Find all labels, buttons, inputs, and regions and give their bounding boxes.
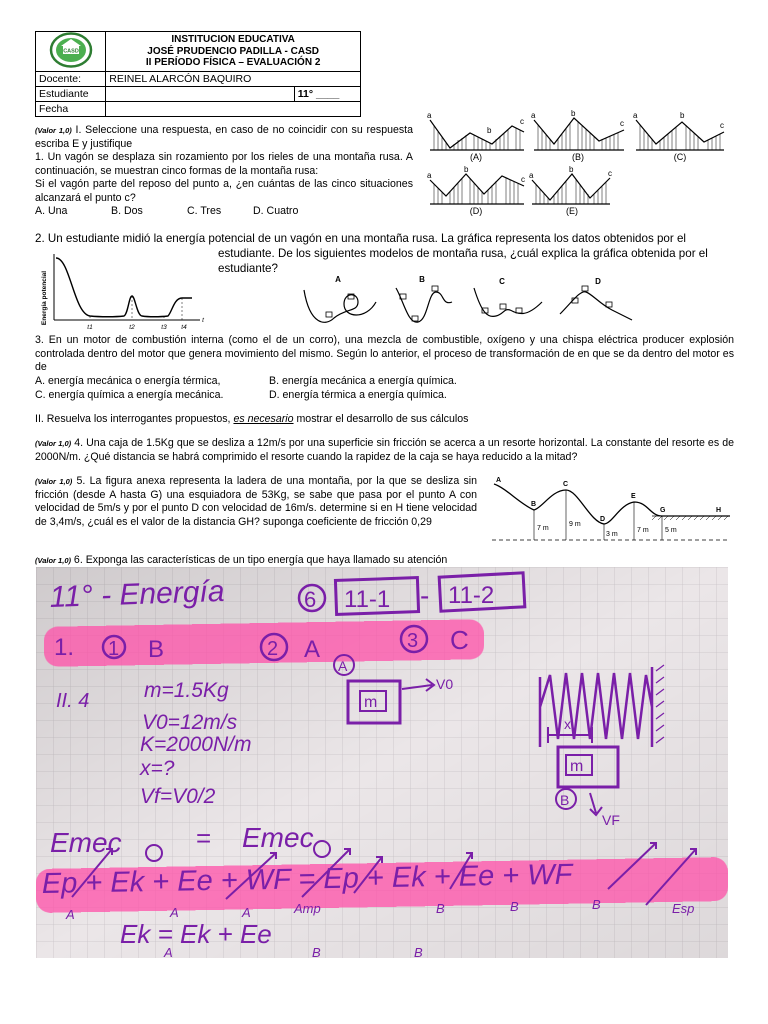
q4-text	[35, 437, 734, 464]
figure-d-caption: (D)	[469, 206, 483, 216]
point-a-label: a	[427, 111, 432, 120]
model-b-label: B	[419, 275, 425, 284]
hw-ek-sub-3: B	[414, 945, 423, 958]
coaster-c	[636, 120, 724, 150]
q5-point-d: D	[600, 516, 606, 523]
hw-energy-equation: Ep + Ek + Ee + WF = Ep + Ek + Ee + WF	[41, 858, 573, 900]
q1-option-c[interactable]: C. Tres	[187, 205, 222, 217]
hw-box-label-a: m	[364, 694, 378, 711]
grade-field[interactable]: 11° ____	[294, 87, 360, 102]
q5-statement: 5. La figura anexa representa la ladera de una montaña, por la que se desliza sin fricción (desde A hasta G) una esquiadora de 53Kg, se sabe que pasa por el punto A con velocidad de 5m/s y por el punto D con velocidad de 16m/s. determine si en H tiene velocidad de 3,4m/s, ¿cuál es el valor de la distancia GH? suponga coeficiente de fricción 0,29	[35, 475, 477, 528]
q3-text: 3. En un motor de combustión interna (como el de un corro), una mezcla de combustible, oxígeno y una chispa eléctrica producer explosión controlada dentro del motor que genera movimiento del mismo. Según lo anterior, el proceso de transformación de en que se da dentro del motor es de	[35, 334, 734, 374]
q2-graph-ylabel: Energía potencial	[41, 270, 48, 326]
hw-ek-equation: Ek = Ek + Ee	[120, 919, 272, 949]
q2-text-a: 2. Un estudiante midió la energía potencial de un vagón en una montaña rusa. La gráfica representa los datos obtenidos por el	[35, 232, 686, 245]
svg-text:-: -	[420, 580, 430, 611]
hw-given-mass: m=1.5Kg	[144, 679, 229, 702]
q5-valor: (Valor 1,0)	[35, 477, 73, 486]
model-d	[560, 286, 632, 320]
q5-point-c: C	[563, 481, 569, 488]
fecha-field[interactable]	[106, 102, 361, 117]
q3-options-row2	[35, 389, 734, 403]
point-a-label: a	[427, 171, 432, 180]
model-c	[474, 288, 542, 316]
docente-value: REINEL ALARCÓN BAQUIRO	[106, 72, 361, 87]
q2-energy-graph	[36, 250, 216, 334]
q5-mountain-figure	[486, 474, 736, 544]
school-logo-icon	[49, 32, 93, 68]
q3-options-row1	[35, 375, 734, 389]
hw-given-v0: V0=12m/s	[142, 711, 238, 734]
q2-tick-t1: t1	[87, 324, 93, 331]
q1-option-b[interactable]: B. Dos	[111, 205, 143, 217]
hw-ans-2: A	[304, 636, 321, 663]
notebook-sheet	[36, 567, 728, 958]
hw-ans-1: B	[148, 636, 165, 663]
estudiante-label: Estudiante	[36, 87, 106, 102]
docente-label: Docente:	[36, 72, 106, 87]
q4-statement: 4. Una caja de 1.5Kg que se desliza a 12m/s por una superficie sin fricción se acerca a un resorte horizontal. La constante del resorte es de 2000N/m. ¿Qué distancia se habrá comprimido el resorte cuando la rapidez de la caja se haya reducido a la mitad?	[35, 437, 734, 463]
q2-coaster-models	[296, 272, 636, 332]
q5-point-b: B	[531, 501, 537, 508]
hw-given-vf: Vf=V0/2	[140, 785, 216, 808]
hw-sub-4: Amp	[294, 901, 321, 916]
hw-point-a-top: A	[338, 658, 348, 674]
figure-b-caption: (B)	[572, 152, 584, 162]
point-b-label: b	[464, 165, 469, 174]
q2-graph-xlabel: t	[202, 317, 204, 324]
coaster-e	[532, 174, 610, 204]
q2-tick-t2: t2	[129, 324, 135, 331]
hw-ek-sub-2: B	[312, 945, 321, 958]
model-b	[396, 286, 452, 322]
q1-options	[35, 205, 413, 219]
point-c-label: c	[608, 169, 612, 178]
q1-coaster-figures	[424, 108, 744, 220]
hw-title: 11° - Energía	[49, 574, 226, 614]
point-b-label: b	[571, 109, 576, 118]
q1-option-a[interactable]: A. Una	[35, 205, 68, 217]
hw-given-x: x=?	[140, 757, 175, 780]
hw-x-label: x	[564, 716, 571, 732]
point-b-label: b	[487, 126, 492, 135]
q4-valor: (Valor 1,0)	[35, 439, 72, 448]
q1-question: Si el vagón parte del reposo del punto a, ¿en cuántas de las cinco situaciones alcanzará el punto c?	[35, 178, 413, 204]
svg-text:=: =	[196, 823, 212, 853]
fecha-label: Fecha	[36, 102, 106, 117]
q5-point-e: E	[631, 493, 636, 500]
coaster-b	[534, 118, 624, 150]
q5-height-e: 7 m	[637, 527, 649, 534]
point-a-label: a	[531, 111, 536, 120]
hw-sub-7: B	[592, 897, 601, 912]
section2-text-b: mostrar el desarrollo de sus cálculos	[293, 413, 469, 425]
hw-group-2: 11-2	[448, 582, 495, 609]
point-c-label: c	[520, 117, 524, 126]
figure-c-caption: (C)	[673, 152, 687, 162]
institution-block	[106, 32, 361, 72]
q5-point-g: G	[660, 507, 666, 514]
hw-given-k: K=2000N/m	[140, 733, 252, 756]
header-table	[35, 31, 361, 117]
point-c-label: c	[620, 119, 624, 128]
section2-instruction	[35, 413, 734, 427]
q3-option-c[interactable]: C. energía química a energía mecánica.	[35, 389, 224, 401]
valor-label: (Valor 1,0)	[35, 126, 72, 135]
hw-emec-right: Emec	[242, 822, 314, 853]
point-c-label: c	[521, 175, 525, 184]
period-title: II PERÍODO FÍSICA – EVALUACIÓN 2	[145, 57, 321, 69]
q1-option-d[interactable]: D. Cuatro	[253, 205, 299, 217]
q1-text: 1. Un vagón se desplaza sin rozamiento por los rieles de una montaña rusa. A continuación, se muestran cinco formas de la montaña rusa:	[35, 151, 413, 177]
point-c-label: c	[720, 121, 724, 130]
hw-ek-sub-1: A	[164, 945, 173, 958]
hw-box-label-b: m	[570, 758, 584, 775]
hw-q4-label: II. 4	[56, 690, 90, 712]
hw-ans-1-num: 1	[108, 638, 120, 660]
figure-e-caption: (E)	[566, 206, 578, 216]
hw-circle-number: 6	[304, 587, 317, 612]
section2-text-a: II. Resuelva los interrogantes propuestos,	[35, 413, 234, 425]
q5-point-h: H	[716, 507, 722, 514]
q2-text-b: estudiante. De los siguientes modelos de montaña rusa, ¿cuál explica la gráfica obtenida por el estudiante?	[218, 247, 708, 275]
point-b-label: b	[680, 111, 685, 120]
hw-point-b: B	[560, 792, 570, 808]
section1-intro	[35, 124, 413, 151]
hw-group-1: 11-1	[344, 586, 391, 613]
estudiante-field[interactable]	[106, 87, 294, 102]
q3-option-d[interactable]: D. energía térmica a energía química.	[269, 389, 447, 401]
section2-emphasis: es necesario	[233, 413, 294, 425]
hw-sub-8: Esp	[672, 901, 695, 916]
figure-a-caption: (A)	[470, 152, 482, 162]
handwritten-answer-photo	[36, 567, 728, 958]
school-name: JOSÉ PRUDENCIO PADILLA - CASD	[147, 45, 319, 57]
hw-sub-3: A	[242, 905, 251, 920]
q2-tick-t4: t4	[181, 324, 187, 331]
q2-tick-t3: t3	[161, 324, 167, 331]
point-a-label: a	[529, 171, 534, 180]
hw-sub-1: A	[66, 907, 75, 922]
hw-sub-2: A	[170, 905, 179, 920]
hw-q1-num: 1.	[54, 634, 75, 661]
model-a	[304, 290, 376, 322]
logo-cell	[36, 32, 106, 72]
hw-sub-5: B	[436, 901, 445, 916]
q5-height-d: 3 m	[606, 531, 618, 538]
logo-text: CASD	[62, 48, 79, 55]
hw-emec-left: Emec	[50, 827, 122, 858]
model-a-label: A	[335, 275, 341, 284]
q5-height-g: 5 m	[665, 527, 677, 534]
point-b-label: b	[569, 165, 574, 174]
q5-height-c: 9 m	[569, 521, 581, 528]
institution-name: INSTITUCION EDUCATIVA	[171, 34, 295, 46]
model-d-label: D	[595, 277, 601, 286]
q6-statement: 6. Exponga las características de un tipo energía que haya llamado su atención	[70, 554, 448, 566]
q3-option-b[interactable]: B. energía mecánica a energía química.	[269, 375, 457, 387]
model-c-label: C	[499, 277, 505, 286]
coaster-d	[430, 174, 524, 204]
hw-v0-label: V0	[436, 676, 454, 692]
hw-ans-3-num: 3	[407, 630, 419, 652]
q5-point-a: A	[496, 477, 502, 484]
hw-vf-label: VF	[602, 812, 620, 828]
coaster-a	[430, 120, 524, 150]
section1-instruction: I. Seleccione una respuesta, en caso de no coincidir con su respuesta escriba E y justifique	[35, 124, 413, 150]
q6-valor: (Valor 1,0)	[35, 556, 71, 565]
hw-ans-2-num: 2	[267, 638, 279, 660]
q5-text	[35, 475, 477, 529]
q3-option-a[interactable]: A. energía mecánica o energía térmica,	[35, 375, 221, 387]
point-a-label: a	[633, 111, 638, 120]
hw-sub-6: B	[510, 899, 519, 914]
hw-ans-3: C	[450, 625, 469, 655]
q5-height-b: 7 m	[537, 525, 549, 532]
q6-text	[35, 554, 734, 568]
